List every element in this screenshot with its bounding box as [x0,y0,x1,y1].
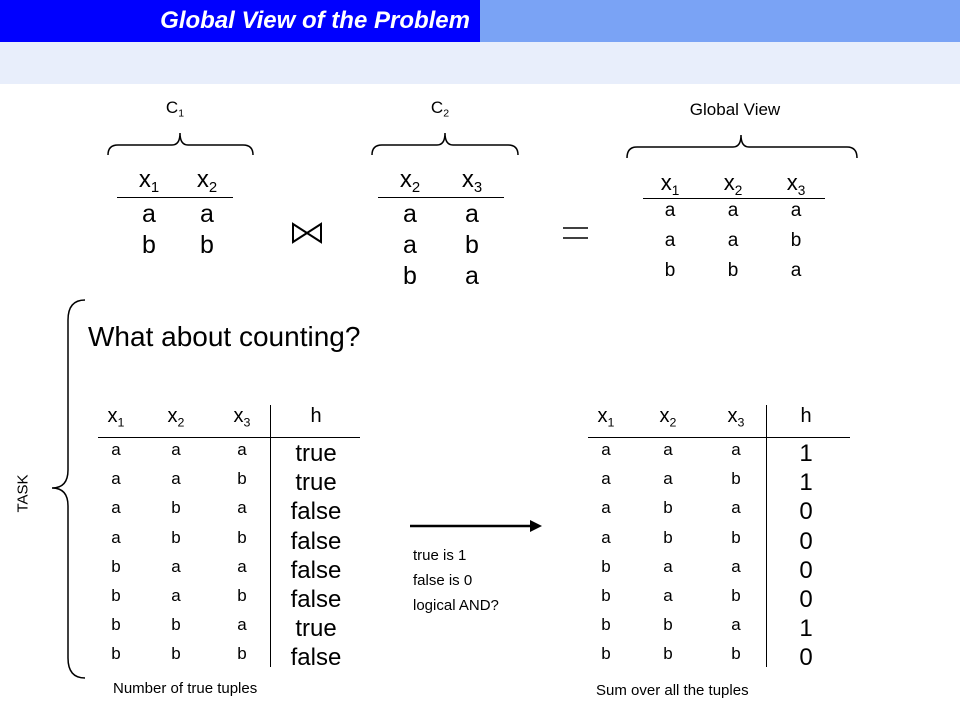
table-cell: a [111,498,121,518]
table-cell: b [171,615,181,635]
column-header: $x_3$ [233,405,251,430]
c2-label: $C_2$ [430,98,450,120]
column-header: $x_2$ [659,405,677,430]
c2-brace [372,133,518,155]
table-cell: b [111,615,121,635]
notes [413,543,499,618]
column-header: $x_2$ [196,166,218,197]
table-cell: a [663,586,673,605]
table-cell: a [727,200,739,221]
column-divider [766,405,767,667]
table-cell: a [790,260,802,281]
left-caption: Number of true tuples [113,680,258,697]
column-header: $x_2$ [167,405,185,430]
table-cell: b [403,262,417,290]
table-cell: a [663,556,673,576]
table-cell: a [601,498,611,518]
table-cell: 0 [799,644,813,672]
table-cell: true [295,615,337,643]
table-cell: false [290,556,342,584]
arrow-icon [410,520,542,532]
table-cell: a [237,440,247,459]
equals-icon [563,228,588,238]
table-cell: b [200,231,214,259]
table-cell: a [403,200,417,228]
table-cell: a [601,440,611,459]
table-cell: a [601,527,611,547]
table-cell: 1 [799,469,813,497]
table-cell: b [465,231,479,259]
table-cell: b [111,586,121,605]
table-cell: b [237,586,247,605]
note-line: false is 0 [413,572,473,589]
table-cell: b [111,556,121,576]
column-header: $x_1$ [660,170,680,198]
table-cell: true [295,440,337,467]
table-cell: a [111,527,121,547]
table-cell: 0 [799,556,813,584]
table-cell: false [290,586,342,613]
table-cell: b [663,498,673,518]
table-cell: b [601,586,611,605]
table-cell: a [171,556,181,576]
c1-label: $C_1$ [165,98,185,120]
table-cell: false [290,527,342,555]
table-cell: false [290,498,342,526]
table-cell: b [727,260,739,281]
table-cell: a [664,200,676,221]
table-cell: a [171,440,181,459]
table-cell: a [111,469,121,489]
table-cell: a [731,615,741,635]
table-cell: a [465,262,479,290]
table-cell: a [237,615,247,635]
table-cell: b [601,556,611,576]
table-cell: b [790,230,802,251]
table-cell: b [663,527,673,547]
note-line: true is 1 [413,547,467,564]
table-cell: 0 [799,498,813,526]
column-header: $x_3$ [461,166,483,197]
table-cell: b [171,498,181,518]
slide-title: Global View of the Problem [160,7,470,34]
table-cell: true [295,469,337,497]
table-cell: b [664,260,676,281]
column-header: $x_1$ [138,166,160,197]
table-cell: 0 [799,586,813,613]
column-header: $x_1$ [107,405,125,430]
right-table [588,405,850,670]
table-cell: b [731,586,741,605]
table-cell: a [237,498,247,518]
column-header: $x_2$ [399,166,421,197]
table-cell: false [290,644,342,672]
table-cell: a [142,200,156,228]
table-cell: a [663,440,673,459]
left-table [98,405,360,670]
table-cell: b [142,231,156,259]
c2-table [378,166,504,296]
note-line: logical AND? [413,597,499,614]
header-rule [98,437,360,438]
table-cell: a [171,586,181,605]
table-cell: b [601,644,611,664]
table-cell: b [237,469,247,489]
c1-brace [108,133,253,155]
table-cell: b [731,644,741,664]
task-label: TASK [14,474,32,513]
question-heading: What about counting? [88,321,361,352]
global-brace [627,135,857,158]
table-cell: a [403,231,417,259]
table-cell: 1 [799,615,813,643]
header-rule [643,198,825,199]
table-cell: a [727,230,739,251]
column-header: $x_3$ [786,170,806,198]
table-cell: a [111,440,121,459]
column-header: h [800,405,812,427]
table-cell: 1 [799,440,813,467]
column-header: $x_1$ [597,405,615,430]
column-header: h [310,405,322,427]
global-table [643,170,825,285]
table-cell: a [171,469,181,489]
table-cell: a [200,200,214,228]
table-cell: a [664,230,676,251]
table-cell: b [237,644,247,664]
right-caption: Sum over all the tuples [596,682,749,699]
table-cell: b [111,644,121,664]
table-cell: b [237,527,247,547]
column-header: $x_3$ [727,405,745,430]
table-cell: b [731,527,741,547]
table-cell: a [465,200,479,228]
table-cell: a [237,556,247,576]
table-cell: a [731,498,741,518]
table-cell: a [731,440,741,459]
table-cell: a [663,469,673,489]
table-cell: b [663,644,673,664]
join-icon [293,224,321,242]
table-cell: a [731,556,741,576]
table-cell: b [601,615,611,635]
column-header: $x_2$ [723,170,743,198]
table-cell: a [790,200,802,221]
table-cell: b [731,469,741,489]
c1-table [117,166,233,266]
table-cell: b [171,527,181,547]
task-brace [52,300,85,678]
table-cell: a [601,469,611,489]
header-rule [588,437,850,438]
header-rule [378,197,504,198]
table-cell: b [663,615,673,635]
table-cell: 0 [799,527,813,555]
header-rule [117,197,233,198]
table-cell: b [171,644,181,664]
global-view-label: Global View [689,100,781,119]
